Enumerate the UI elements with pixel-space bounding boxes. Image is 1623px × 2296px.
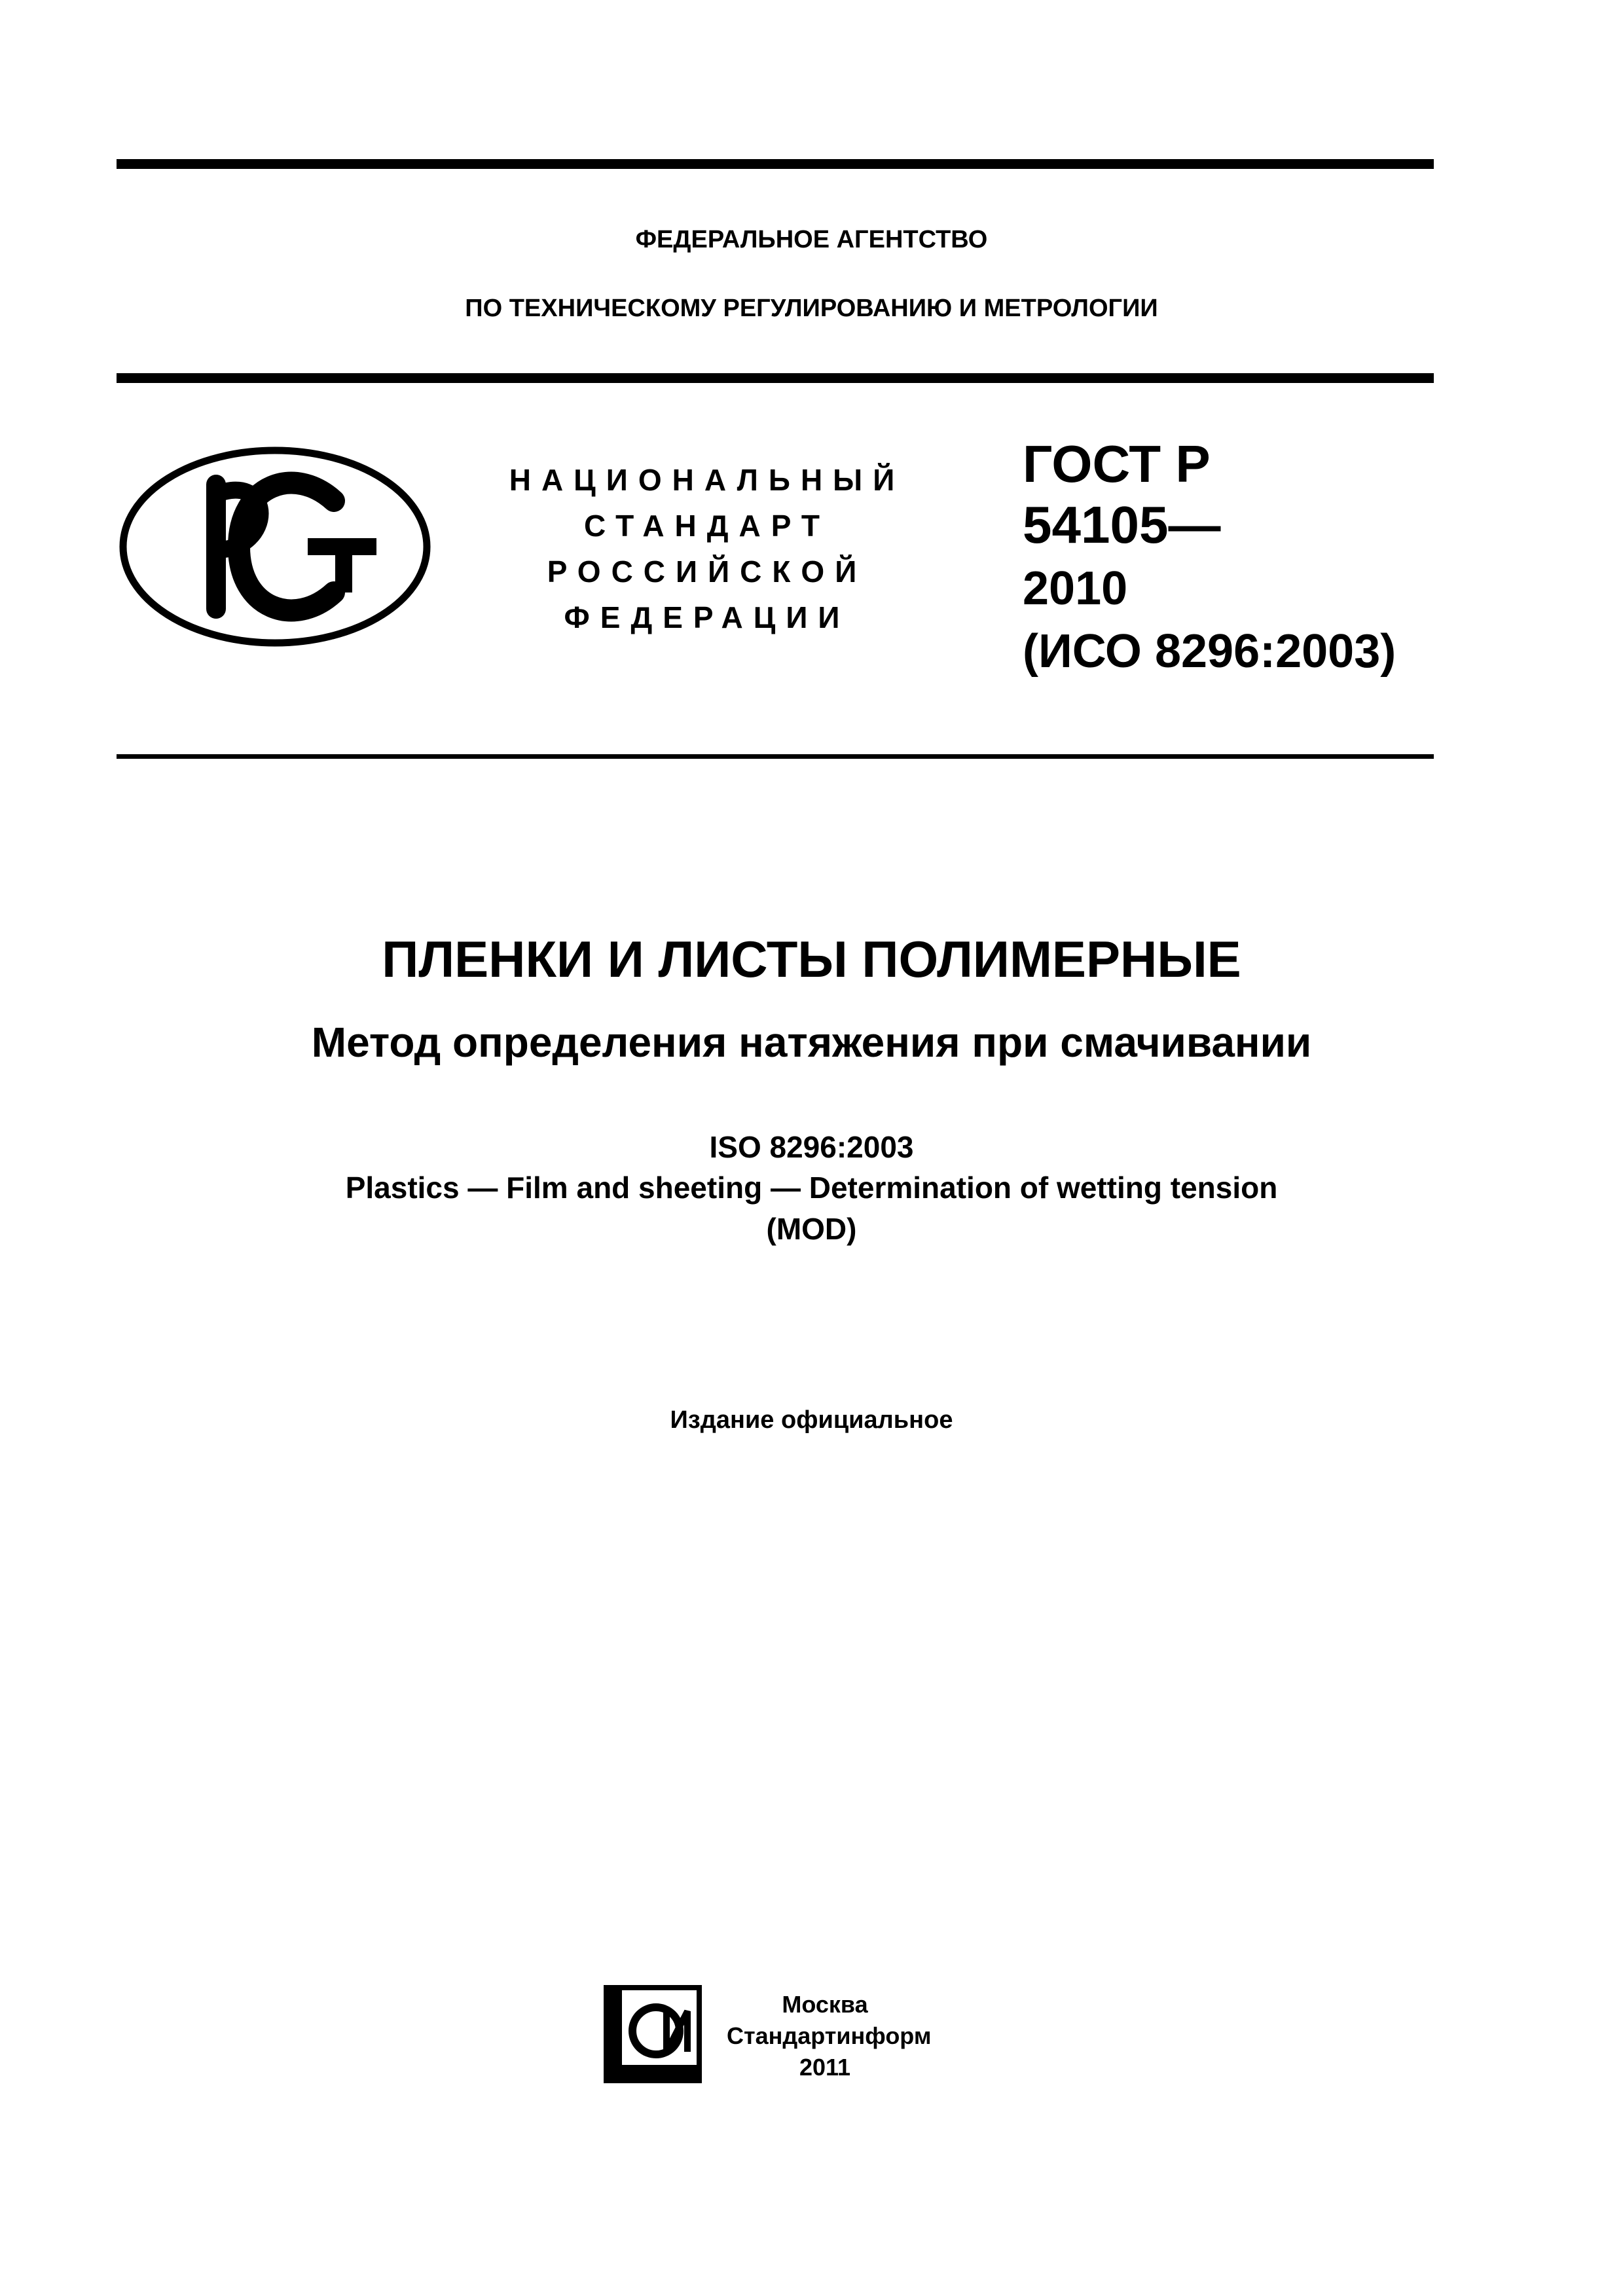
gost-designation: ГОСТ Р (1023, 435, 1211, 493)
block-rule (117, 754, 1434, 759)
national-line-3: РОССИЙСКОЙ (547, 555, 867, 589)
edition-label: Издание официальное (670, 1406, 953, 1434)
national-line-4: ФЕДЕРАЦИИ (564, 600, 850, 634)
agency-line-2: ПО ТЕХНИЧЕСКОМУ РЕГУЛИРОВАНИЮ И МЕТРОЛОГИИ (465, 295, 1158, 322)
document-title: ПЛЕНКИ И ЛИСТЫ ПОЛИМЕРНЫЕ (382, 930, 1241, 988)
rst-mark-icon (118, 445, 432, 648)
gost-number: 54105— (1023, 496, 1221, 554)
iso-code: ISO 8296:2003 (709, 1130, 914, 1164)
standartinform-logo-icon (604, 1985, 702, 2083)
iso-english-title: Plastics — Film and sheeting — Determination of wetting tension (345, 1171, 1278, 1205)
publisher-city: Москва (782, 1991, 868, 2018)
iso-modification: (MOD) (766, 1212, 857, 1246)
publisher-year: 2011 (799, 2054, 851, 2081)
document-subtitle: Метод определения натяжения при смачивании (311, 1019, 1312, 1066)
top-rule (117, 159, 1434, 169)
national-line-1: НАЦИОНАЛЬНЫЙ (509, 463, 905, 497)
agency-line-1: ФЕДЕРАЛЬНОЕ АГЕНТСТВО (635, 226, 988, 253)
gost-year: 2010 (1023, 562, 1128, 615)
publisher-name: Стандартинформ (727, 2022, 932, 2049)
iso-equivalent: (ИСО 8296:2003) (1023, 625, 1396, 678)
header-rule (117, 373, 1434, 383)
national-line-2: СТАНДАРТ (584, 509, 830, 543)
